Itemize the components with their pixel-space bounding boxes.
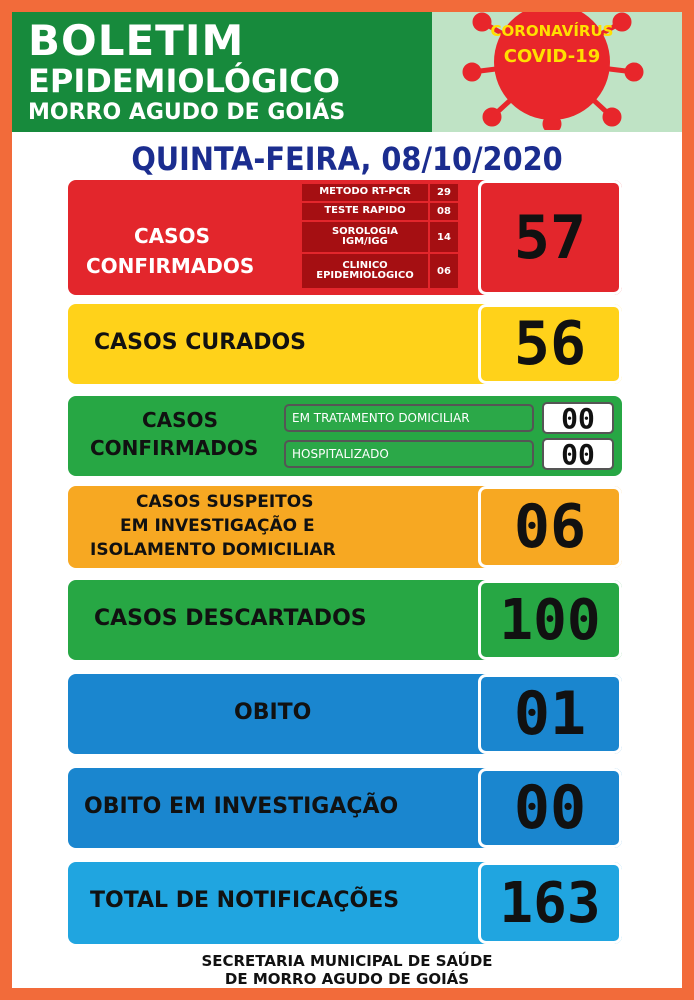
- cured-label: CASOS CURADOS: [94, 330, 307, 355]
- hospitalized-value: 00: [542, 438, 614, 470]
- cured-row: [68, 304, 622, 384]
- breakdown-value: 06: [430, 254, 458, 288]
- notifications-row: [68, 862, 622, 944]
- header: [12, 12, 682, 132]
- deaths-investigation-value: 00: [478, 768, 622, 848]
- suspected-label-line1: CASOS SUSPEITOS: [136, 492, 314, 512]
- active-row: [68, 396, 622, 476]
- deaths-value: 01: [478, 674, 622, 754]
- hospitalized-label: HOSPITALIZADO: [284, 440, 534, 468]
- confirmed-value: 57: [478, 180, 622, 295]
- discarded-value: 100: [478, 580, 622, 660]
- confirmed-row: [68, 180, 622, 295]
- footer-line2: DE MORRO AGUDO DE GOIÁS: [224, 970, 470, 988]
- confirmed-label-line1: CASOS: [134, 224, 210, 248]
- breakdown-value: 14: [430, 222, 458, 252]
- notifications-label: TOTAL DE NOTIFICAÇÕES: [90, 888, 400, 913]
- notifications-value: 163: [478, 862, 622, 944]
- badge-line1: CORONAVÍRUS: [490, 22, 614, 40]
- deaths-investigation-row: [68, 768, 622, 848]
- suspected-row: [68, 486, 622, 568]
- confirmed-label-line2: CONFIRMADOS: [86, 254, 255, 278]
- active-label-line2: CONFIRMADOS: [90, 436, 259, 460]
- report-date: QUINTA-FEIRA, 08/10/2020: [131, 140, 563, 178]
- suspected-value: 06: [478, 486, 622, 568]
- home-treatment-value: 00: [542, 402, 614, 434]
- cured-value: 56: [478, 304, 622, 384]
- breakdown-value: 08: [430, 203, 458, 220]
- active-label-line1: CASOS: [142, 408, 218, 432]
- deaths-label: OBITO: [234, 700, 312, 725]
- breakdown-label: METODO RT-PCR: [302, 184, 428, 201]
- breakdown-value: 29: [430, 184, 458, 201]
- suspected-label-line2: EM INVESTIGAÇÃO E: [120, 516, 315, 536]
- discarded-label: CASOS DESCARTADOS: [94, 606, 367, 631]
- breakdown-label: SOROLOGIA IGM/IGG: [302, 222, 428, 252]
- title-line1: BOLETIM: [28, 16, 245, 65]
- title-line2: EPIDEMIOLÓGICO: [28, 62, 340, 100]
- deaths-investigation-label: OBITO EM INVESTIGAÇÃO: [84, 794, 399, 819]
- breakdown-label: TESTE RAPIDO: [302, 203, 428, 220]
- bulletin-sheet: [12, 12, 682, 988]
- breakdown-label: CLINICO EPIDEMIOLOGICO: [302, 254, 428, 288]
- badge-line2: COVID-19: [503, 46, 601, 67]
- footer-line1: SECRETARIA MUNICIPAL DE SAÚDE: [201, 952, 493, 970]
- discarded-row: [68, 580, 622, 660]
- suspected-label-line3: ISOLAMENTO DOMICILIAR: [90, 540, 336, 560]
- home-treatment-label: EM TRATAMENTO DOMICILIAR: [284, 404, 534, 432]
- deaths-row: [68, 674, 622, 754]
- title-line3: MORRO AGUDO DE GOIÁS: [28, 100, 346, 125]
